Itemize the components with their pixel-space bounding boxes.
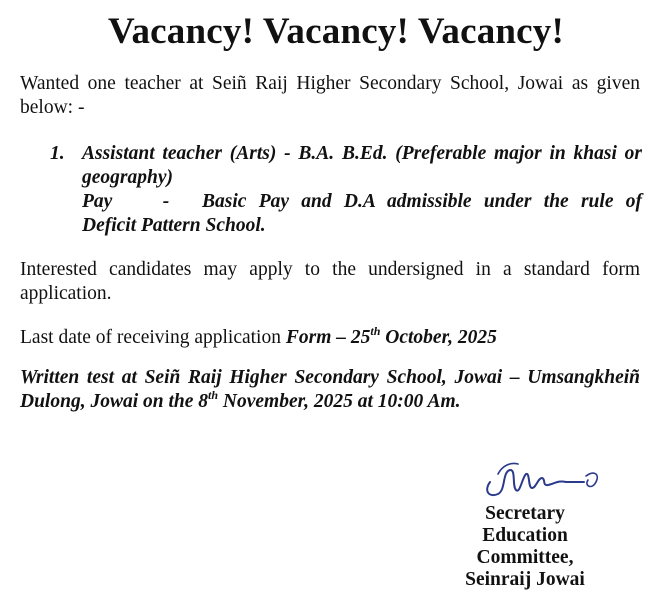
pay-label: Pay xyxy=(82,191,113,212)
list-item xyxy=(82,142,642,238)
list-item-number: 1. xyxy=(50,143,65,164)
intro-paragraph: Wanted one teacher at Seiñ Raij Higher Secondary School, Jowai as given below: - xyxy=(20,73,640,118)
position-description: Assistant teacher (Arts) - B.A. B.Ed. (Preferable major in khasi or geography) xyxy=(82,143,642,188)
written-test-part2: November, 2025 at 10:00 Am. xyxy=(218,391,461,412)
signatory-committee: Education Committee, xyxy=(476,525,574,568)
last-date-paragraph xyxy=(20,323,640,350)
written-test-paragraph xyxy=(20,366,640,414)
signature-image xyxy=(476,452,606,508)
pay-row xyxy=(82,190,642,214)
pay-text-continued: Deficit Pattern School. xyxy=(82,215,266,236)
pay-dash: - xyxy=(162,191,170,212)
last-date-form xyxy=(285,323,497,348)
last-date-rest: October, 2025 xyxy=(380,327,497,348)
last-date-sup: th xyxy=(370,323,381,338)
last-date-form-label: Form – 25 xyxy=(285,327,371,348)
signatory-title: Secretary xyxy=(485,503,565,524)
pay-text: Basic Pay and D.A admissible under the rule of xyxy=(202,191,642,212)
written-test-sup: th xyxy=(208,387,219,402)
signatory-location: Seinraij Jowai xyxy=(465,569,585,590)
page-title: Vacancy! Vacancy! Vacancy! xyxy=(107,11,565,52)
last-date-prefix: Last date of receiving application xyxy=(20,327,286,348)
apply-paragraph: Interested candidates may apply to the undersigned in a standard form application. xyxy=(20,259,640,304)
signatory-block xyxy=(440,503,610,591)
written-test-part1: Written test at Seiñ Raij Higher Secondary School, Jowai – Umsangkheiñ Dulong, Jowai on the 8 xyxy=(20,367,640,412)
